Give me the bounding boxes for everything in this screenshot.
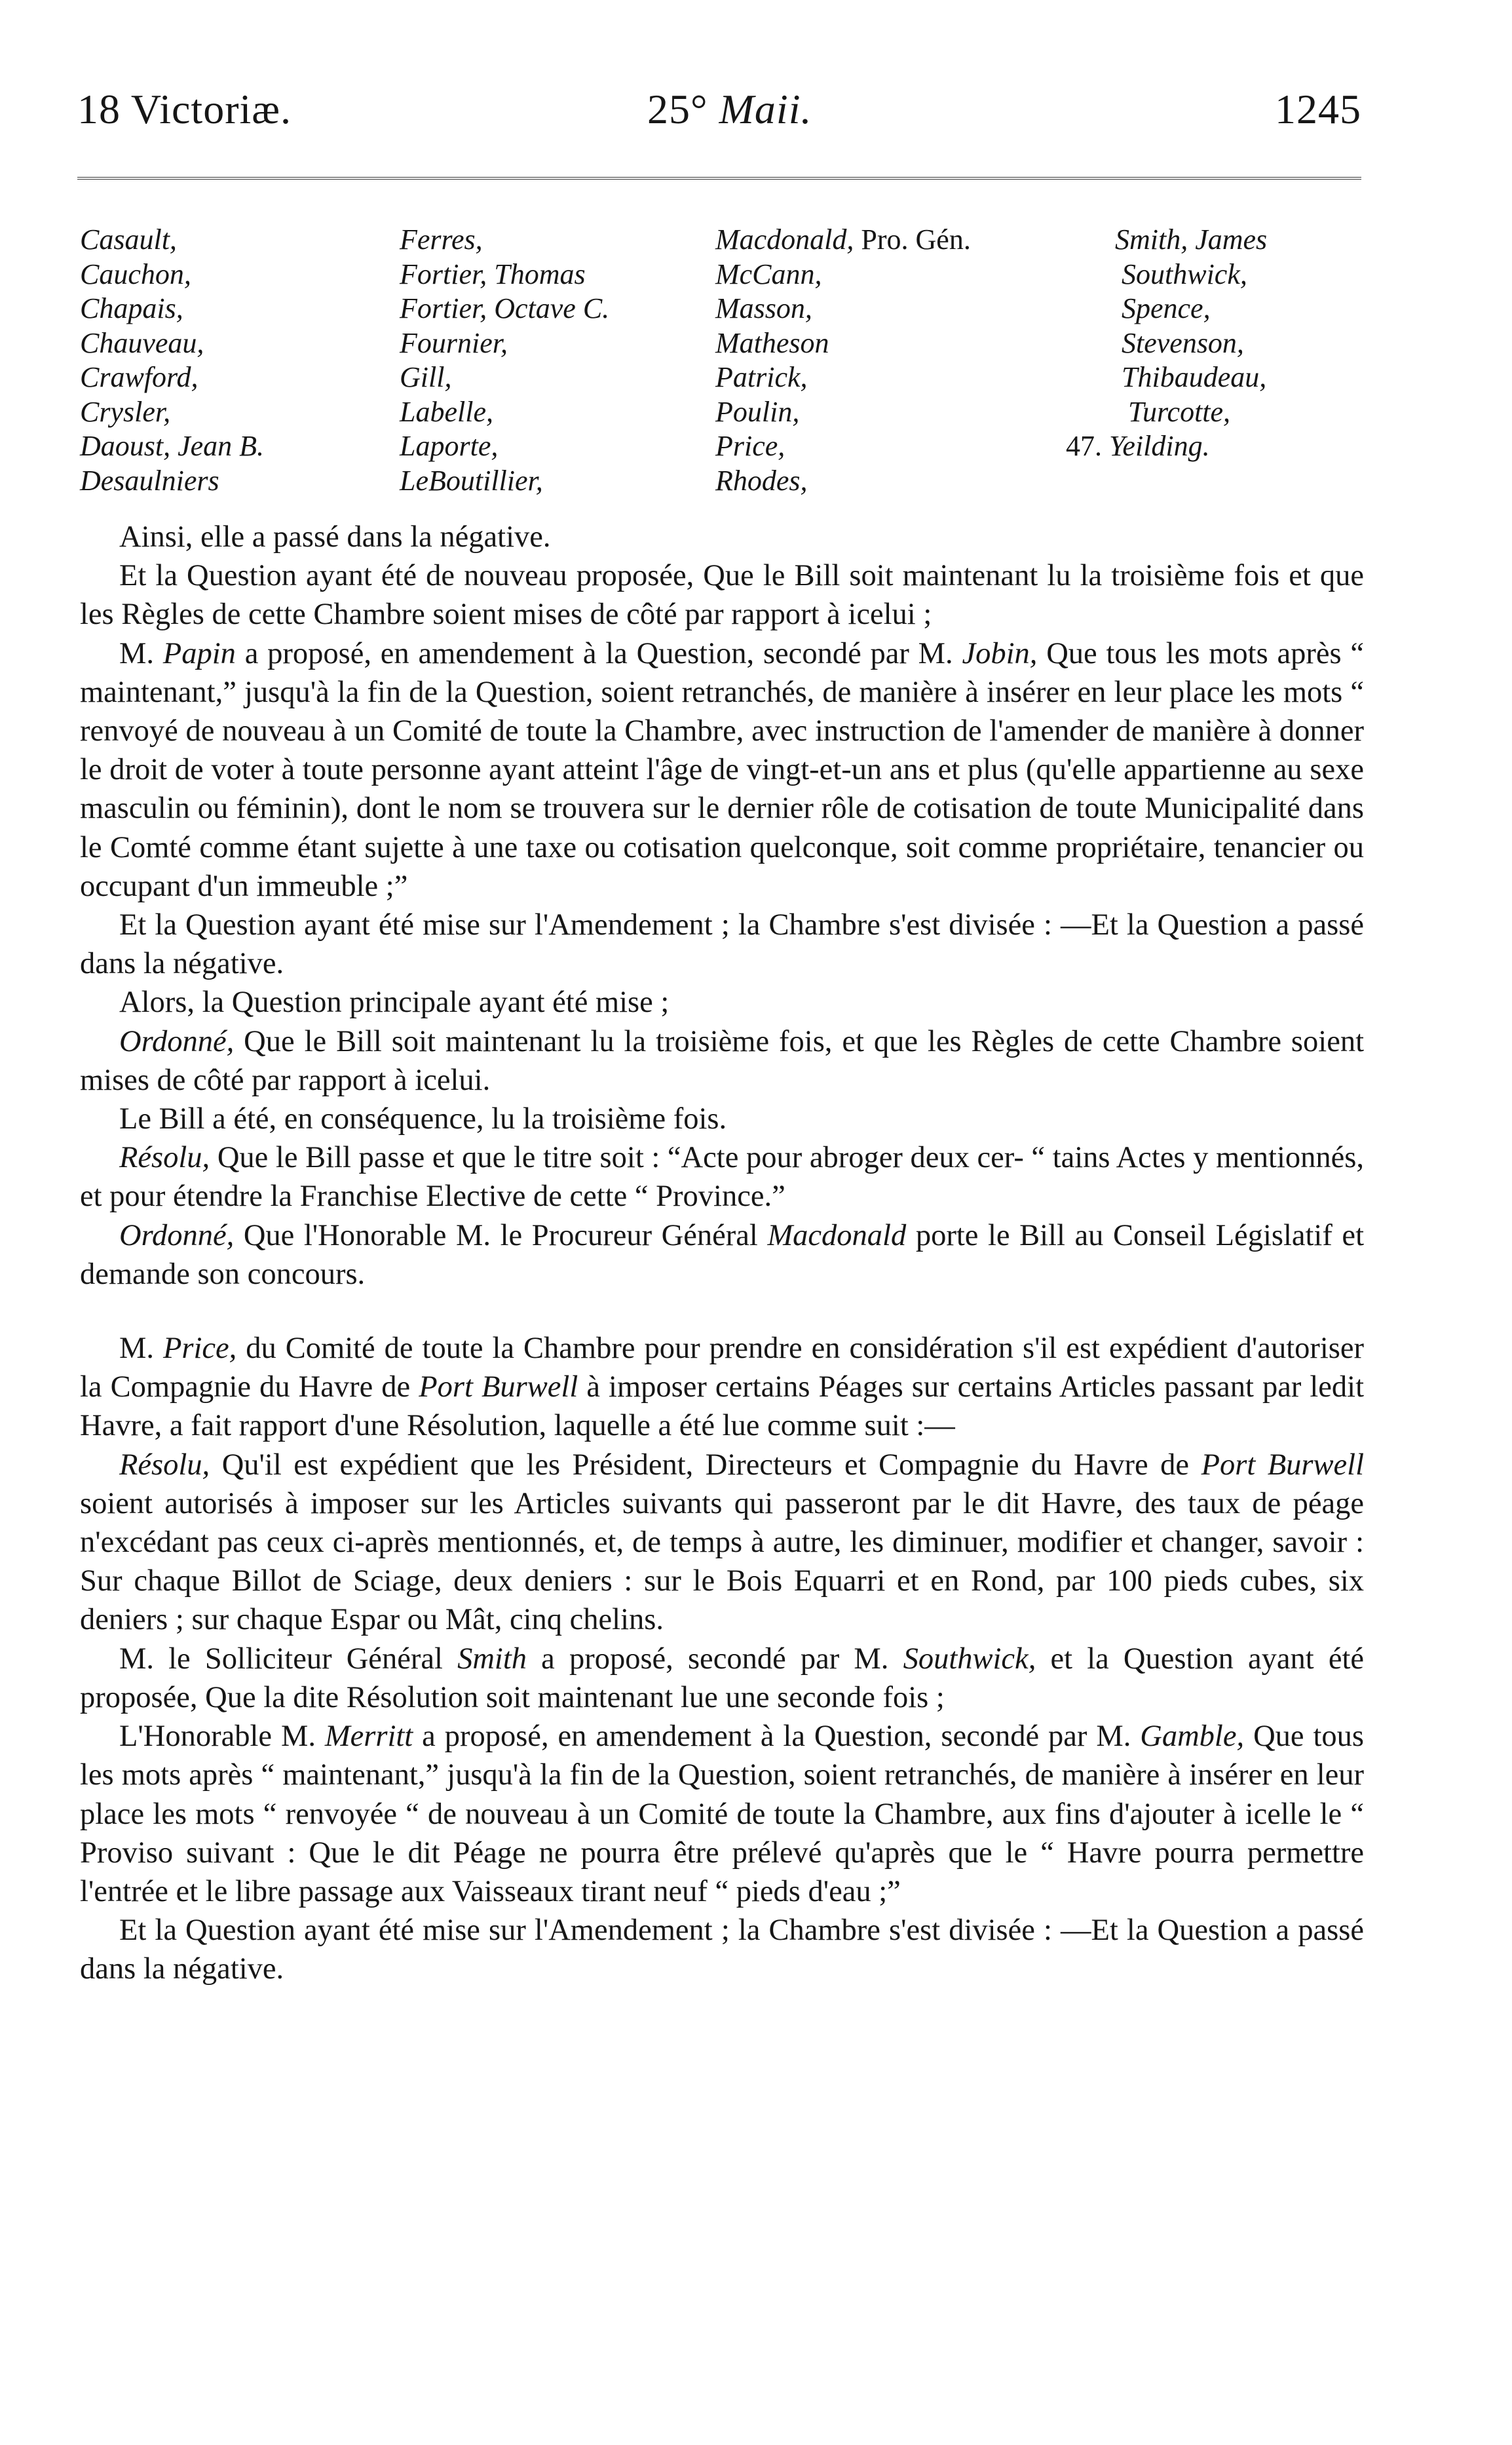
name-entry: Ferres, <box>400 223 483 256</box>
paragraph <box>80 1329 1364 1446</box>
name-entry: Price, <box>715 430 785 462</box>
name-entry: Desaulniers <box>80 464 219 497</box>
text-run: Qu'il est expédient que les Président, Directeurs et Compagnie du Havre de <box>221 1448 1190 1482</box>
member-name: Southwick, <box>903 1642 1036 1676</box>
name-entry: Casault, <box>80 223 177 256</box>
name-text: Yeilding. <box>1109 430 1210 462</box>
name-entry: Labelle, <box>400 395 493 428</box>
text-run: a proposé, en amendement à la Question, secondé par M. <box>244 636 953 670</box>
name-entry: Poulin, <box>715 395 800 428</box>
section-gap <box>80 1294 1364 1329</box>
text-run: Que tous les mots après “ maintenant,” jusqu'à la fin de la Question, soient retranchés, de manière à insérer en leur place les mots “ renvoyée “ de nouveau à un Comité de toute la Chambre, aux fins d'ajouter à icelle le “ Proviso suivant : Que le dit Péage ne pourra être prélevé qu'après que le “ Havre pourra permettre l'entrée et le libre passage aux Vaisseaux tirant neuf “ pieds d'eau ;” <box>80 1720 1364 1908</box>
text-run: Que le Bill passe et que le titre soit : “Acte pour abroger deux cer- “ tains Actes y mentionnés, et pour étendre la Franchise Elective de cette “ Province.” <box>80 1141 1364 1214</box>
page-header <box>77 85 1361 151</box>
names-column-3 <box>715 223 971 498</box>
body-text <box>80 518 1364 1989</box>
text-run: du Comité de toute la Chambre pour prendre en considération s'il est expédient d'autoriser la Compagnie du Havre de <box>80 1332 1364 1404</box>
text-run: à imposer certains Péages sur certains Articles passant par ledit Havre, a fait rapport d'une Résolution, laquelle a été lue comme suit :— <box>80 1370 1365 1443</box>
names-column-4 <box>1036 223 1267 464</box>
name-entry: Patrick, <box>715 361 808 393</box>
vote-count: 47. <box>1066 430 1102 462</box>
name-entry: Matheson <box>715 326 829 359</box>
text-run: Que tous les mots après “ maintenant,” jusqu'à la fin de la Question, soient retranchés, de manière à insérer en leur place les mots “ renvoyé de nouveau à un Comité de toute la Chambre, avec instruction de l'amender de manière à donner le droit de voter à toute personne ayant atteint l'âge de vingt-et-un ans et plus (qu'elle appartienne au sexe masculin ou féminin), dont le nom se trouvera sur le dernier rôle de cotisation de toute Municipalité dans le Comté comme étant sujette à une taxe ou cotisation quelconque, soit comme propriétaire, tenancier ou occupant d'un immeuble ;” <box>80 636 1365 903</box>
header-session: 18 Victoriæ. <box>77 86 292 132</box>
paragraph: Ainsi, elle a passé dans la négative. <box>119 520 551 554</box>
name-entry: LeBoutillier, <box>400 464 543 497</box>
names-column-1 <box>80 223 264 498</box>
name-suffix: Pro. Gén. <box>861 223 971 256</box>
name-entry: Thibaudeau, <box>1122 361 1267 393</box>
names-column-2 <box>400 223 609 498</box>
name-entry: Fortier, Octave C. <box>400 292 610 324</box>
name-entry: Spence, <box>1122 292 1211 324</box>
division-names <box>80 223 1364 524</box>
header-rule <box>77 177 1361 180</box>
name-text: Macdonald, <box>715 223 854 256</box>
paragraph: Alors, la Question principale ayant été mise ; <box>119 986 670 1020</box>
member-name: Papin <box>162 636 236 670</box>
name-entry: Rhodes, <box>715 464 808 497</box>
name-entry: Stevenson, <box>1122 326 1244 359</box>
name-entry: Turcotte, <box>1128 395 1231 428</box>
text-run: M. le Solliciteur Général <box>119 1642 443 1676</box>
header-page-number: 1245 <box>1275 86 1361 132</box>
member-name: Merritt <box>324 1720 413 1754</box>
paragraph <box>80 1216 1364 1294</box>
order-label: Résolu, <box>119 1141 210 1175</box>
paragraph: Et la Question ayant été mise sur l'Amendement ; la Chambre s'est divisée : —Et la Question a passé dans la négative. <box>80 908 1364 981</box>
paragraph: Et la Question ayant été de nouveau proposée, Que le Bill soit maintenant lu la troisième fois et que les Règles de cette Chambre soient mises de côté par rapport à icelui ; <box>80 559 1364 632</box>
name-entry <box>715 223 971 258</box>
header-date <box>647 85 812 134</box>
name-entry <box>1036 429 1267 464</box>
name-entry: Cauchon, <box>80 258 191 290</box>
name-entry: Laporte, <box>400 430 499 462</box>
paragraph <box>80 634 1364 906</box>
text-run: M. <box>119 1332 154 1366</box>
name-entry: Southwick, <box>1122 258 1247 290</box>
text-run: Que l'Honorable M. le Procureur Général <box>243 1218 758 1252</box>
name-entry: Gill, <box>400 361 452 393</box>
name-entry: Chapais, <box>80 292 183 324</box>
text-run: a proposé, en amendement à la Question, secondé par M. <box>422 1720 1131 1754</box>
name-entry: McCann, <box>715 258 822 290</box>
header-month: Maii. <box>719 86 812 132</box>
paragraph <box>80 1717 1364 1911</box>
name-entry: Fournier, <box>400 326 508 359</box>
text-run: Que le Bill soit maintenant lu la troisième fois, et que les Règles de cette Chambre soient mises de côté par rapport à icelui. <box>80 1024 1365 1097</box>
text-run: et la Question ayant été proposée, Que la dite Résolution soit maintenant lue une seconde fois ; <box>80 1642 1365 1714</box>
paragraph: Le Bill a été, en conséquence, lu la troisième fois. <box>119 1102 727 1136</box>
text-run: porte le Bill au Conseil Législatif et demande son concours. <box>80 1218 1364 1291</box>
order-label: Résolu, <box>119 1448 210 1482</box>
order-label: Ordonné, <box>119 1218 235 1252</box>
name-entry: Masson, <box>715 292 812 324</box>
place-name: Port Burwell <box>419 1370 578 1404</box>
member-name: Smith <box>457 1642 527 1676</box>
paragraph <box>80 1446 1364 1640</box>
paragraph: Et la Question ayant été mise sur l'Amendement ; la Chambre s'est divisée : —Et la Question a passé dans la négative. <box>80 1914 1364 1986</box>
name-entry: Smith, James <box>1115 223 1268 256</box>
text-run: M. <box>119 636 154 670</box>
member-name: Jobin, <box>962 636 1038 670</box>
member-name: Gamble, <box>1140 1720 1245 1754</box>
paragraph <box>80 1022 1364 1100</box>
paragraph <box>80 1640 1364 1717</box>
text-run: a proposé, secondé par M. <box>541 1642 889 1676</box>
name-entry: Daoust, Jean B. <box>80 430 265 462</box>
member-name: Macdonald <box>767 1218 907 1252</box>
text-run: L'Honorable M. <box>119 1720 316 1754</box>
member-name: Price, <box>162 1332 237 1366</box>
order-label: Ordonné, <box>119 1024 235 1058</box>
name-entry: Fortier, Thomas <box>400 258 586 290</box>
header-day: 25° <box>647 86 708 132</box>
place-name: Port Burwell <box>1201 1448 1365 1482</box>
name-entry: Crawford, <box>80 361 198 393</box>
name-entry: Crysler, <box>80 395 171 428</box>
text-run: soient autorisés à imposer sur les Articles suivants qui passeront par le dit Havre, des taux de péage n'excédant pas ceux ci-après mentionnés, et, de temps à autre, les diminuer, modifier et changer, savoir : Sur chaque Billot de Sciage, deux deniers : sur le Bois Equarri et en Rond, par 100 pieds cubes, six deniers ; sur chaque Espar ou Mât, cinq chelins. <box>80 1486 1364 1637</box>
name-entry: Chauveau, <box>80 326 204 359</box>
paragraph <box>80 1138 1364 1216</box>
